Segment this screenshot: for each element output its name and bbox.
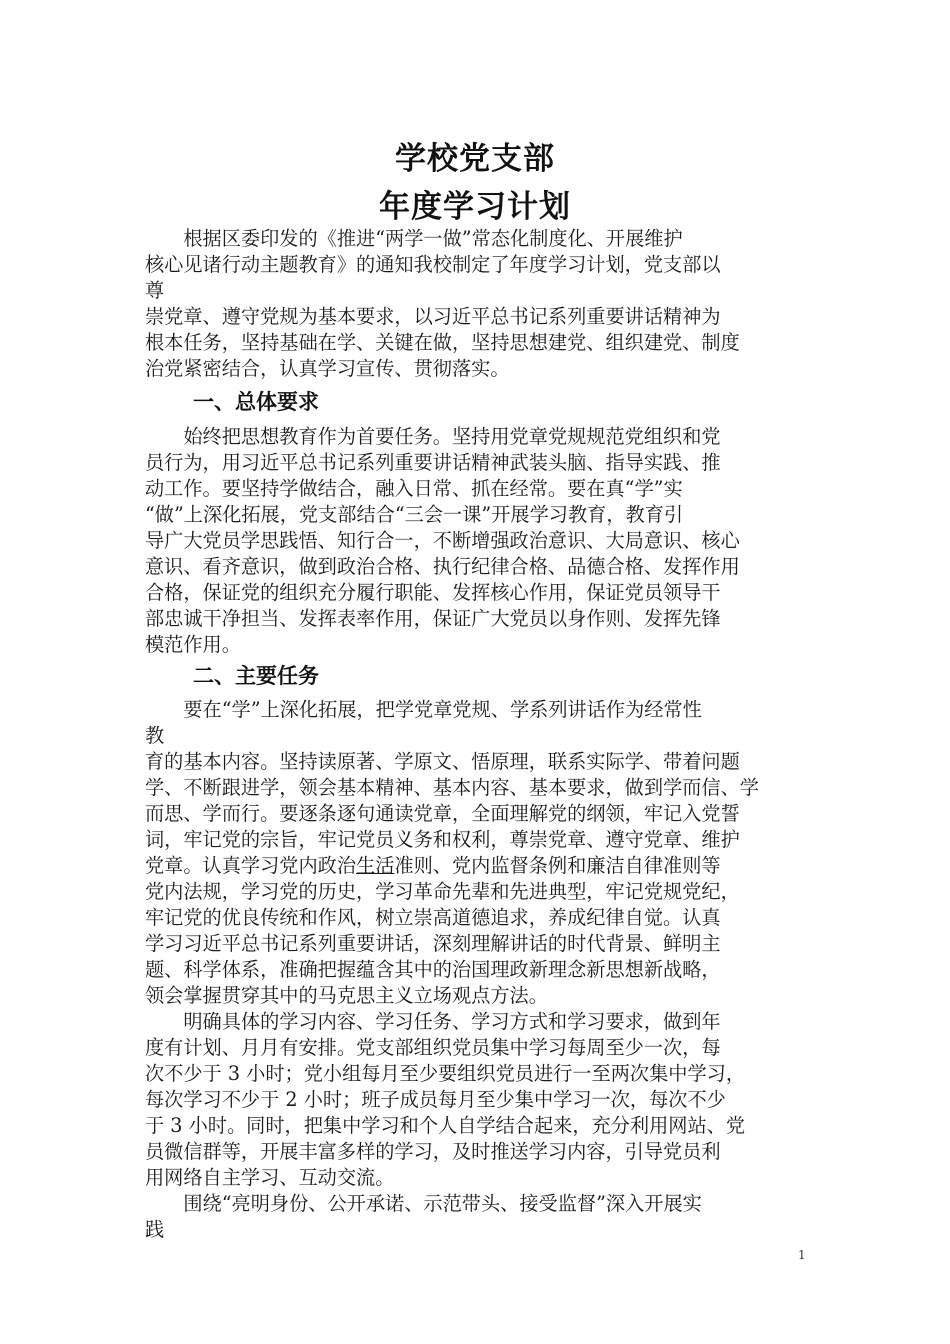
section1-line: 合格，保证党的组织充分履行职能、发挥核心作用，保证党员领导干 <box>145 581 721 604</box>
section2-line: 领会掌握贯穿其中的马克思主义立场观点方法。 <box>145 984 548 1007</box>
section2-line: 每次学习不少于 2 小时；班子成员每月至少集中学习一次，每次不少 <box>145 1088 726 1111</box>
section2-line: 学习习近平总书记系列重要讲话，深刻理解讲话的时代背景、鲜明主 <box>145 932 721 955</box>
section1-line: “做”上深化拓展，党支部结合“三会一课”开展学习教育，教育引 <box>145 503 684 526</box>
section-heading-main-tasks: 二、主要任务 <box>193 664 319 688</box>
section2-line: 要在“学”上深化拓展，把学党章党规、学系列讲话作为经常性 <box>145 698 702 721</box>
section1-line: 员行为，用习近平总书记系列重要讲话精神武装头脑、指导实践、推 <box>145 451 721 474</box>
section1-line: 始终把思想教育作为首要任务。坚持用党章党规规范党组织和党 <box>145 425 721 448</box>
section2-line: 于 3 小时。同时，把集中学习和个人自学结合起来，充分利用网站、党 <box>145 1114 746 1137</box>
intro-line: 核心见诸行动主题教育》的通知我校制定了年度学习计划，党支部以 <box>145 253 721 276</box>
section2-line: 词，牢记党的宗旨，牢记党员义务和权利，尊崇党章、遵守党章、维护 <box>145 828 740 851</box>
intro-line: 根本任务，坚持基础在学、关键在做，坚持思想建党、组织建党、制度 <box>145 331 740 354</box>
section1-line: 模范作用。 <box>145 633 241 656</box>
section2-paragraph <box>145 697 815 1243</box>
underlined-word: 生活 <box>356 854 395 877</box>
document-title-line1: 学校党支部 <box>395 141 555 177</box>
intro-line: 治党紧密结合，认真学习宣传、贯彻落实。 <box>145 357 510 380</box>
section2-text: 党章。认真学习党内政治 <box>145 854 357 877</box>
section2-line: 次不少于 3 小时；党小组每月至少要组织党员进行一至两次集中学习， <box>145 1062 746 1085</box>
document-title-line2: 年度学习计划 <box>379 189 571 225</box>
section2-line: 育的基本内容。坚持读原著、学原文、悟原理，联系实际学、带着问题 <box>145 750 740 773</box>
section2-line: 度有计划、月月有安排。党支部组织党员集中学习每周至少一次，每 <box>145 1036 721 1059</box>
section-heading-overall-requirements: 一、总体要求 <box>193 390 319 414</box>
section2-line: 明确具体的学习内容、学习任务、学习方式和学习要求，做到年 <box>145 1010 721 1033</box>
section2-line: 学、不断跟进学，领会基本精神、基本内容、基本要求，做到学而信、学 <box>145 776 759 799</box>
intro-line: 尊 <box>145 279 165 302</box>
section2-line: 践 <box>145 1218 165 1241</box>
intro-line: 崇党章、遵守党规为基本要求，以习近平总书记系列重要讲话精神为 <box>145 305 721 328</box>
page-number: 1 <box>798 1248 806 1262</box>
section1-line: 导广大党员学思践悟、知行合一，不断增强政治意识、大局意识、核心 <box>145 529 740 552</box>
section2-line: 题、科学体系，准确把握蕴含其中的治国理政新理念新思想新战略， <box>145 958 721 981</box>
section1-line: 动工作。要坚持学做结合，融入日常、抓在经常。要在真“学”实 <box>145 477 683 500</box>
section1-line: 部忠诚干净担当、发挥表率作用，保证广大党员以身作则、发挥先锋 <box>145 607 721 630</box>
section2-line: 而思、学而行。要逐条逐句通读党章，全面理解党的纲领，牢记入党誓 <box>145 802 740 825</box>
section2-text: 准则、党内监督条例和廉洁自律准则等 <box>394 854 721 877</box>
section2-line: 教 <box>145 724 165 747</box>
section2-line: 用网络自主学习、互动交流。 <box>145 1166 395 1189</box>
intro-paragraph <box>145 226 815 382</box>
section1-paragraph <box>145 424 815 658</box>
section2-line: 围绕“亮明身份、公开承诺、示范带头、接受监督”深入开展实 <box>145 1192 702 1215</box>
section1-line: 意识、看齐意识，做到政治合格、执行纪律合格、品德合格、发挥作用 <box>145 555 740 578</box>
section2-line: 员微信群等，开展丰富多样的学习，及时推送学习内容，引导党员利 <box>145 1140 721 1163</box>
section2-line: 牢记党的优良传统和作风，树立崇高道德追求，养成纪律自觉。认真 <box>145 906 721 929</box>
section2-line-with-underline <box>145 853 815 879</box>
intro-line: 根据区委印发的《推进“两学一做”常态化制度化、开展维护 <box>145 227 683 250</box>
section2-line: 党内法规，学习党的历史，学习革命先辈和先进典型，牢记党规党纪， <box>145 880 740 903</box>
